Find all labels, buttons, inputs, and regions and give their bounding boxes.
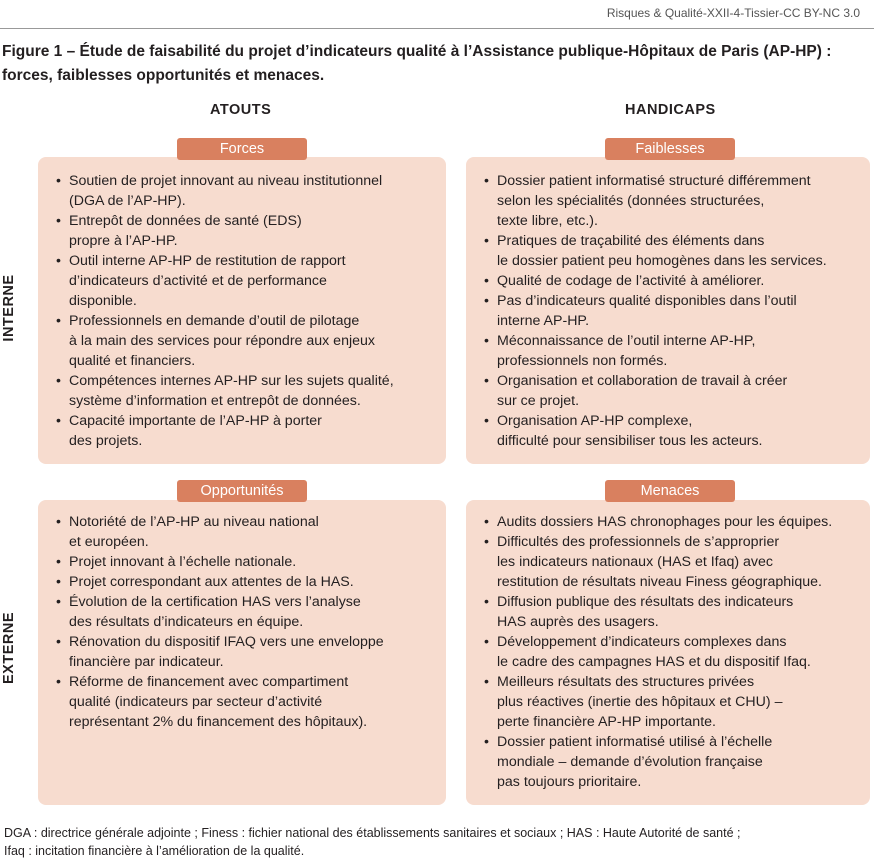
opportunites-item: • Projet correspondant aux attentes de la HAS. (56, 572, 441, 592)
forces-list (56, 171, 441, 451)
footnote-line: DGA : directrice générale adjointe ; Finess : fichier national des établissements sanitaires et sociaux ; HAS : Haute Autorité de santé ; (4, 826, 741, 840)
menaces-list (484, 512, 869, 792)
faiblesses-label: Faiblesses (605, 138, 735, 160)
footnote (4, 824, 741, 860)
faiblesses-item: • Pratiques de traçabilité des éléments dans le dossier patient peu homogènes dans les services. (484, 231, 869, 271)
journal-reference: Risques & Qualité-XXII-4-Tissier-CC BY-NC 3.0 (606, 6, 860, 20)
menaces-item: • Diffusion publique des résultats des indicateurs HAS auprès des usagers. (484, 592, 869, 632)
forces-item: • Professionnels en demande d’outil de pilotage à la main des services pour répondre aux enjeux qualité et financiers. (56, 311, 441, 371)
figure-title: Figure 1 – Étude de faisabilité du projet d’indicateurs qualité à l’Assistance publique-Hôpitaux de Paris (AP-HP) : forces, faiblesses opportunités et menaces. (2, 43, 832, 84)
menaces-item: • Audits dossiers HAS chronophages pour les équipes. (484, 512, 869, 532)
opportunites-list (56, 512, 441, 732)
menaces-item: • Développement d’indicateurs complexes dans le cadre des campagnes HAS et du dispositif Ifaq. (484, 632, 869, 672)
faiblesses-item: • Méconnaissance de l’outil interne AP-HP, professionnels non formés. (484, 331, 869, 371)
forces-label: Forces (177, 138, 307, 160)
menaces-item: • Meilleurs résultats des structures privées plus réactives (inertie des hôpitaux et CHU) – perte financière AP-HP importante. (484, 672, 869, 732)
footnote-line: Ifaq : incitation financière à l’amélioration de la qualité. (4, 844, 305, 858)
quadrant-menaces (466, 500, 870, 805)
opportunites-item: • Notoriété de l’AP-HP au niveau national et européen. (56, 512, 441, 552)
forces-item: • Entrepôt de données de santé (EDS) propre à l’AP-HP. (56, 211, 441, 251)
opportunites-item: • Réforme de financement avec compartiment qualité (indicateurs par secteur d’activité représentant 2% du financement des hôpitaux). (56, 672, 441, 732)
quadrant-opportunites (38, 500, 446, 805)
quadrant-faiblesses (466, 157, 870, 464)
forces-item: • Capacité importante de l’AP-HP à porter des projets. (56, 411, 441, 451)
row-label-interne: INTERNE (1, 274, 17, 342)
opportunites-item: • Projet innovant à l’échelle nationale. (56, 552, 441, 572)
forces-item: • Outil interne AP-HP de restitution de rapport d’indicateurs d’activité et de performance disponible. (56, 251, 441, 311)
menaces-label: Menaces (605, 480, 735, 502)
menaces-item: • Difficultés des professionnels de s’approprier les indicateurs nationaux (HAS et Ifaq) avec restitution de résultats niveau Finess géographique. (484, 532, 869, 592)
faiblesses-item: • Pas d’indicateurs qualité disponibles dans l’outil interne AP-HP. (484, 291, 869, 331)
header-divider (0, 28, 874, 29)
journal-header (0, 0, 874, 28)
faiblesses-item: • Qualité de codage de l’activité à améliorer. (484, 271, 869, 291)
opportunites-item: • Rénovation du dispositif IFAQ vers une enveloppe financière par indicateur. (56, 632, 441, 672)
opportunites-label: Opportunités (177, 480, 307, 502)
faiblesses-list (484, 171, 869, 451)
forces-item: • Soutien de projet innovant au niveau institutionnel (DGA de l’AP-HP). (56, 171, 441, 211)
opportunites-item: • Évolution de la certification HAS vers l’analyse des résultats d’indicateurs en équipe. (56, 592, 441, 632)
menaces-item: • Dossier patient informatisé utilisé à l’échelle mondiale – demande d’évolution française pas toujours prioritaire. (484, 732, 869, 792)
column-heading-handicaps: HANDICAPS (625, 102, 716, 118)
faiblesses-item: • Dossier patient informatisé structuré différemment selon les spécialités (données structurées, texte libre, etc.). (484, 171, 869, 231)
row-label-externe: EXTERNE (1, 612, 17, 684)
quadrant-forces (38, 157, 446, 464)
forces-item: • Compétences internes AP-HP sur les sujets qualité, système d’information et entrepôt de données. (56, 371, 441, 411)
column-heading-atouts: ATOUTS (210, 102, 272, 118)
faiblesses-item: • Organisation AP-HP complexe, difficulté pour sensibiliser tous les acteurs. (484, 411, 869, 451)
faiblesses-item: • Organisation et collaboration de travail à créer sur ce projet. (484, 371, 869, 411)
